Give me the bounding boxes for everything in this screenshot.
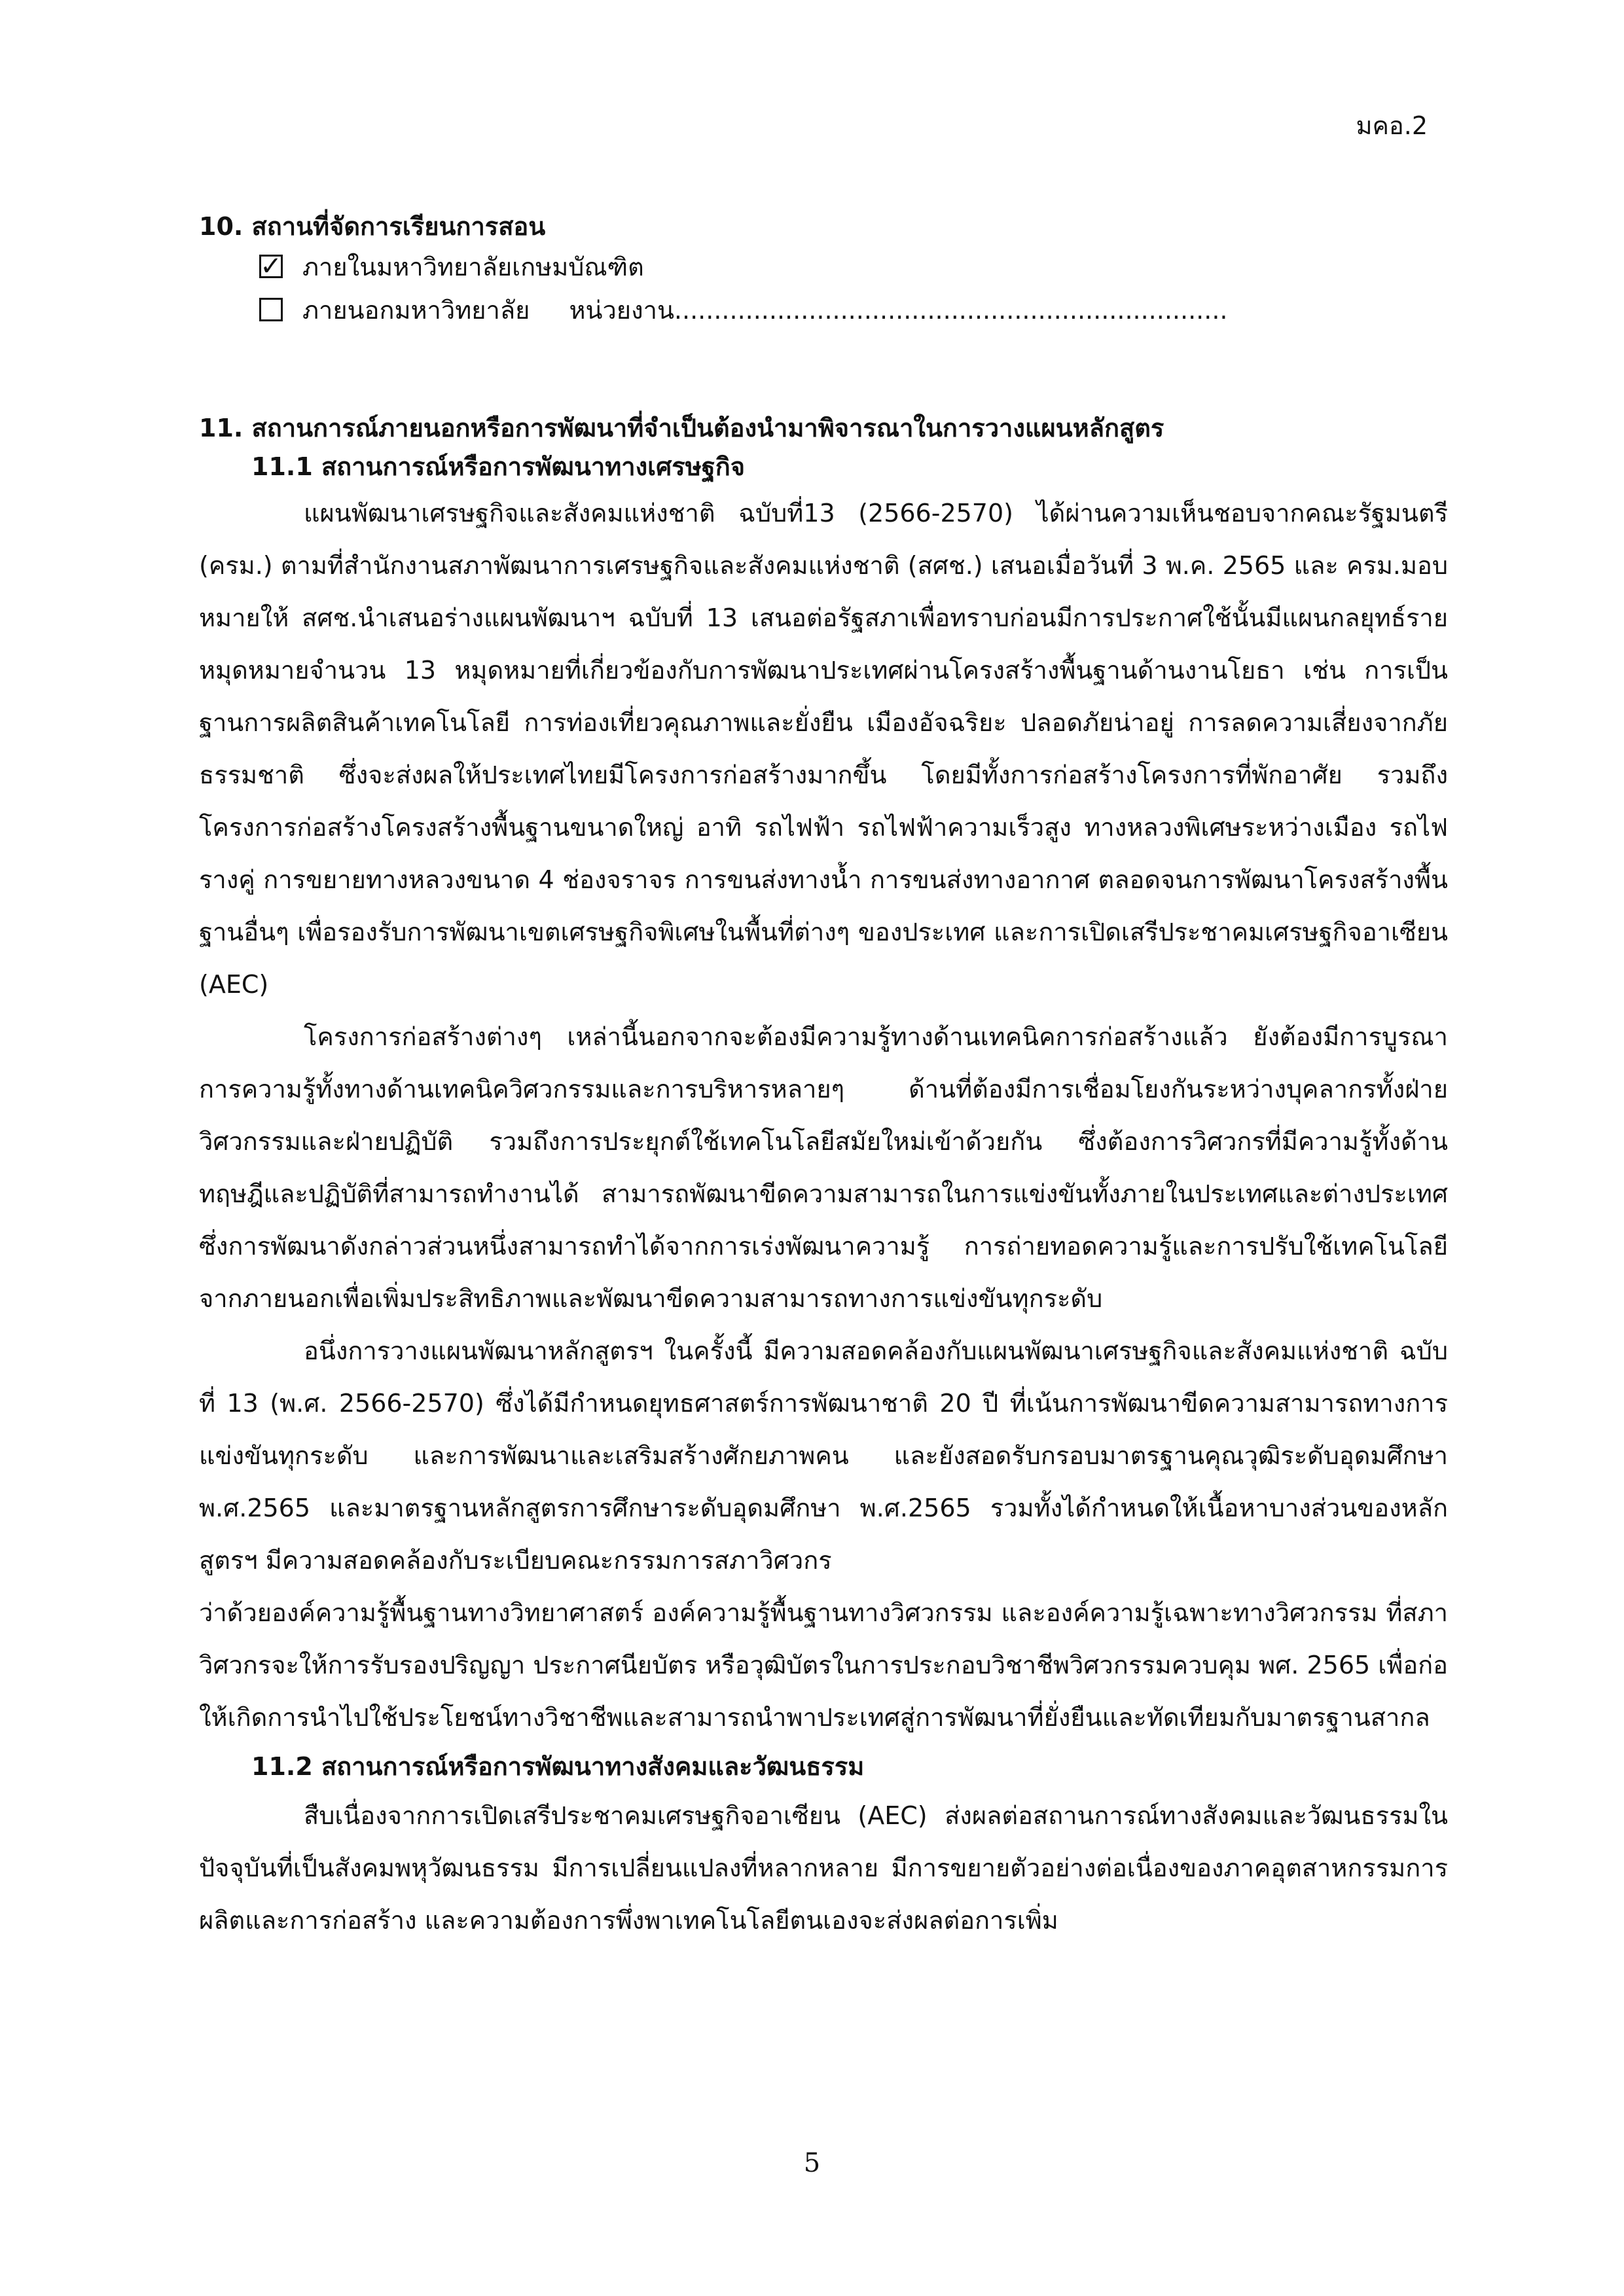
form-code: มคอ.2 (1356, 111, 1428, 140)
location-option-inside (199, 245, 1448, 288)
location-option-outside (199, 288, 1448, 331)
page-number: 5 (803, 2148, 821, 2178)
paragraph: สืบเนื่องจากการเปิดเสรีประชาคมเศรษฐกิจอาเซียน (AEC) ส่งผลต่อสถานการณ์ทางสังคมและวัฒนธรรมในปัจจุบันที่เป็นสังคมพหุวัฒนธรรม มีการเปลี่ยนแปลงที่หลากหลาย มีการขยายตัวอย่างต่อเนื่องของภาคอุตสาหกรรมการผลิตและการก่อสร้าง และความต้องการพึ่งพาเทคโนโลยีตนเองจะส่งผลต่อการเพิ่ม (199, 1801, 1448, 1935)
section-11-1-title: 11.1 สถานการณ์หรือการพัฒนาทางเศรษฐกิจ (251, 452, 745, 481)
agency-blank-field: หน่วยงาน...................................................................... (569, 295, 1228, 325)
checked-box-icon: ✓ (260, 251, 282, 281)
paragraph-continuation: ว่าด้วยองค์ความรู้พื้นฐานทางวิทยาศาสตร์ องค์ความรู้พื้นฐานทางวิศวกรรม และองค์ความรู้เฉพาะทางวิศวกรรม ที่สภาวิศวกรจะให้การรับรองปริญญา ประกาศนียบัตร หรือวุฒิบัตรในการประกอบวิชาชีพวิศวกรรมควบคุม พศ. 2565 เพื่อก่อให้เกิดการนำไปใช้ประโยชน์ทางวิชาชีพและสามารถนำพาประเทศสู่การพัฒนาที่ยั่งยืนและทัดเทียมกับมาตรฐานสากล (199, 1598, 1448, 1732)
paragraph: แผนพัฒนาเศรษฐกิจและสังคมแห่งชาติ ฉบับที่13 (2566-2570) ได้ผ่านความเห็นชอบจากคณะรัฐมนตรี (ครม.) ตามที่สำนักงานสภาพัฒนาการเศรษฐกิจและสังคมแห่งชาติ (สศช.) เสนอเมื่อวันที่ 3 พ.ค. 2565 และ ครม.มอบหมายให้ สศช.นำเสนอร่างแผนพัฒนาฯ ฉบับที่ 13 เสนอต่อรัฐสภาเพื่อทราบก่อนมีการประกาศใช้นั้นมีแผนกลยุทธ์รายหมุดหมายจำนวน 13 หมุดหมายที่เกี่ยวข้องกับการพัฒนาประเทศผ่านโครงสร้างพื้นฐานด้านงานโยธา เช่น การเป็นฐานการผลิตสินค้าเทคโนโลยี การท่องเที่ยวคุณภาพและยั่งยืน เมืองอัจฉริยะ ปลอดภัยน่าอยู่ การลดความเสี่ยงจากภัยธรรมชาติ ซึ่งจะส่งผลให้ประเทศไทยมีโครงการก่อสร้างมากขึ้น โดยมีทั้งการก่อสร้างโครงการที่พักอาศัย รวมถึงโครงการก่อสร้างโครงสร้างพื้นฐานขนาดใหญ่ อาทิ รถไฟฟ้า รถไฟฟ้าความเร็วสูง ทางหลวงพิเศษระหว่างเมือง รถไฟรางคู่ การขยายทางหลวงขนาด 4 ช่องจราจร การขนส่งทางน้ำ การขนส่งทางอากาศ ตลอดจนการพัฒนาโครงสร้างพื้นฐานอื่นๆ เพื่อรองรับการพัฒนาเขตเศรษฐกิจพิเศษในพื้นที่ต่างๆ ของประเทศ และการเปิดเสรีประชาคมเศรษฐกิจอาเซียน (AEC) (199, 499, 1448, 999)
paragraph: อนึ่งการวางแผนพัฒนาหลักสูตรฯ ในครั้งนี้ มีความสอดคล้องกับแผนพัฒนาเศรษฐกิจและสังคมแห่งชาติ ฉบับที่ 13 (พ.ศ. 2566-2570) ซึ่งได้มีกำหนดยุทธศาสตร์การพัฒนาชาติ 20 ปี ที่เน้นการพัฒนาขีดความสามารถทางการแข่งขันทุกระดับ และการพัฒนาและเสริมสร้างศักยภาพคน และยังสอดรับกรอบมาตรฐานคุณวุฒิระดับอุดมศึกษา พ.ศ.2565 และมาตรฐานหลักสูตรการศึกษาระดับอุดมศึกษา พ.ศ.2565 รวมทั้งได้กำหนดให้เนื้อหาบางส่วนของหลักสูตรฯ มีความสอดคล้องกับระเบียบคณะกรรมการสภาวิศวกร (199, 1336, 1448, 1575)
section-11-title: 11. สถานการณ์ภายนอกหรือการพัฒนาที่จำเป็นต้องนำมาพิจารณาในการวางแผนหลักสูตร (199, 414, 1164, 442)
location-option-label: ภายนอกมหาวิทยาลัย (302, 295, 530, 325)
empty-box-icon (259, 298, 283, 321)
section-11-2-title: 11.2 สถานการณ์หรือการพัฒนาทางสังคมและวัฒนธรรม (251, 1752, 865, 1781)
document-body (199, 208, 1448, 1946)
section-10-title: 10. สถานที่จัดการเรียนการสอน (199, 212, 546, 241)
paragraph: โครงการก่อสร้างต่างๆ เหล่านี้นอกจากจะต้องมีความรู้ทางด้านเทคนิคการก่อสร้างแล้ว ยังต้องมีการบูรณาการความรู้ทั้งทางด้านเทคนิควิศวกรรมและการบริหารหลายๆ ด้านที่ต้องมีการเชื่อมโยงกันระหว่างบุคลากรทั้งฝ่ายวิศวกรรมและฝ่ายปฏิบัติ รวมถึงการประยุกต์ใช้เทคโนโลยีสมัยใหม่เข้าด้วยกัน ซึ่งต้องการวิศวกรที่มีความรู้ทั้งด้านทฤษฎีและปฏิบัติที่สามารถทำงานได้ สามารถพัฒนาขีดความสามารถในการแข่งขันทั้งภายในประเทศและต่างประเทศซึ่งการพัฒนาดังกล่าวส่วนหนึ่งสามารถทำได้จากการเร่งพัฒนาความรู้ การถ่ายทอดความรู้และการปรับใช้เทคโนโลยีจากภายนอกเพื่อเพิ่มประสิทธิภาพและพัฒนาขีดความสามารถทางการแข่งขันทุกระดับ (199, 1022, 1448, 1313)
location-option-label: ภายในมหาวิทยาลัยเกษมบัณฑิต (302, 252, 644, 281)
